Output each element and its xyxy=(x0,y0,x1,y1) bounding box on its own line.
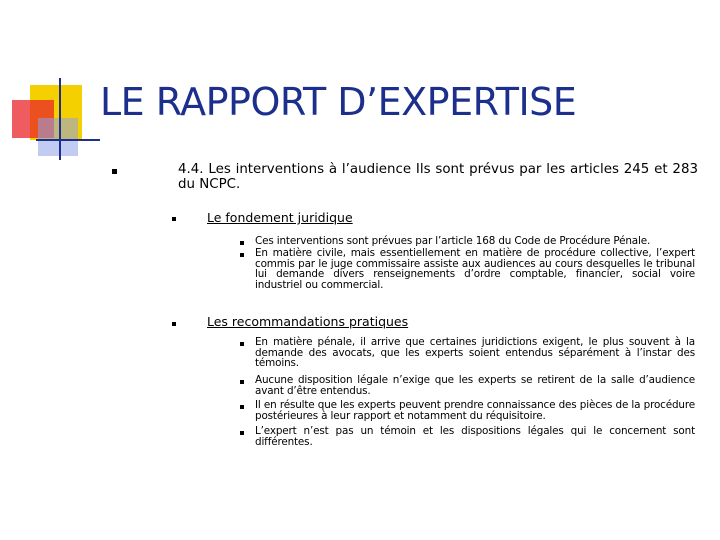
list-item: En matière pénale, il arrive que certaines juridictions exigent, le plus souvent à la demande des avocats, que les experts soient entendus séparément à l’instar des témoins. xyxy=(255,336,695,370)
list-item: Il en résulte que les experts peuvent prendre connaissance des pièces de la procédure postérieures à leur rapport et notamment du réquisitoire. xyxy=(255,399,695,422)
section-heading-fondement: Le fondement juridique xyxy=(207,210,353,225)
bullet-item xyxy=(240,253,244,257)
level1-text: 4.4. Les interventions à l’audience Ils sont prévus par les articles 245 et 283 du NCPC. xyxy=(178,162,698,192)
list-item: Ces interventions sont prévues par l’article 168 du Code de Procédure Pénale. xyxy=(255,235,651,247)
bullet-item xyxy=(240,431,244,435)
bullet-item xyxy=(240,405,244,409)
section-heading-recommandations: Les recommandations pratiques xyxy=(207,314,409,329)
slide-title: LE RAPPORT D’EXPERTISE xyxy=(100,80,577,124)
bullet-level1 xyxy=(112,169,117,174)
list-item: L’expert n’est pas un témoin et les dispositions légales qui le concernent sont différentes. xyxy=(255,425,695,448)
list-item: En matière civile, mais essentiellement en matière de procédure collective, l’expert commis par le juge commissaire assiste aux audiences au cours desquelles le tribunal lui demande divers renseignements d’ordre comptable, financier, social voire industriel ou commercial. xyxy=(255,247,695,291)
bullet-section-2 xyxy=(172,322,176,326)
decorative-corner-graphic xyxy=(0,0,100,165)
list-item: Aucune disposition légale n’exige que les experts se retirent de la salle d’audience avant d’être entendus. xyxy=(255,374,695,397)
bullet-item xyxy=(240,380,244,384)
bullet-item xyxy=(240,342,244,346)
bullet-section-1 xyxy=(172,217,176,221)
bullet-item xyxy=(240,241,244,245)
